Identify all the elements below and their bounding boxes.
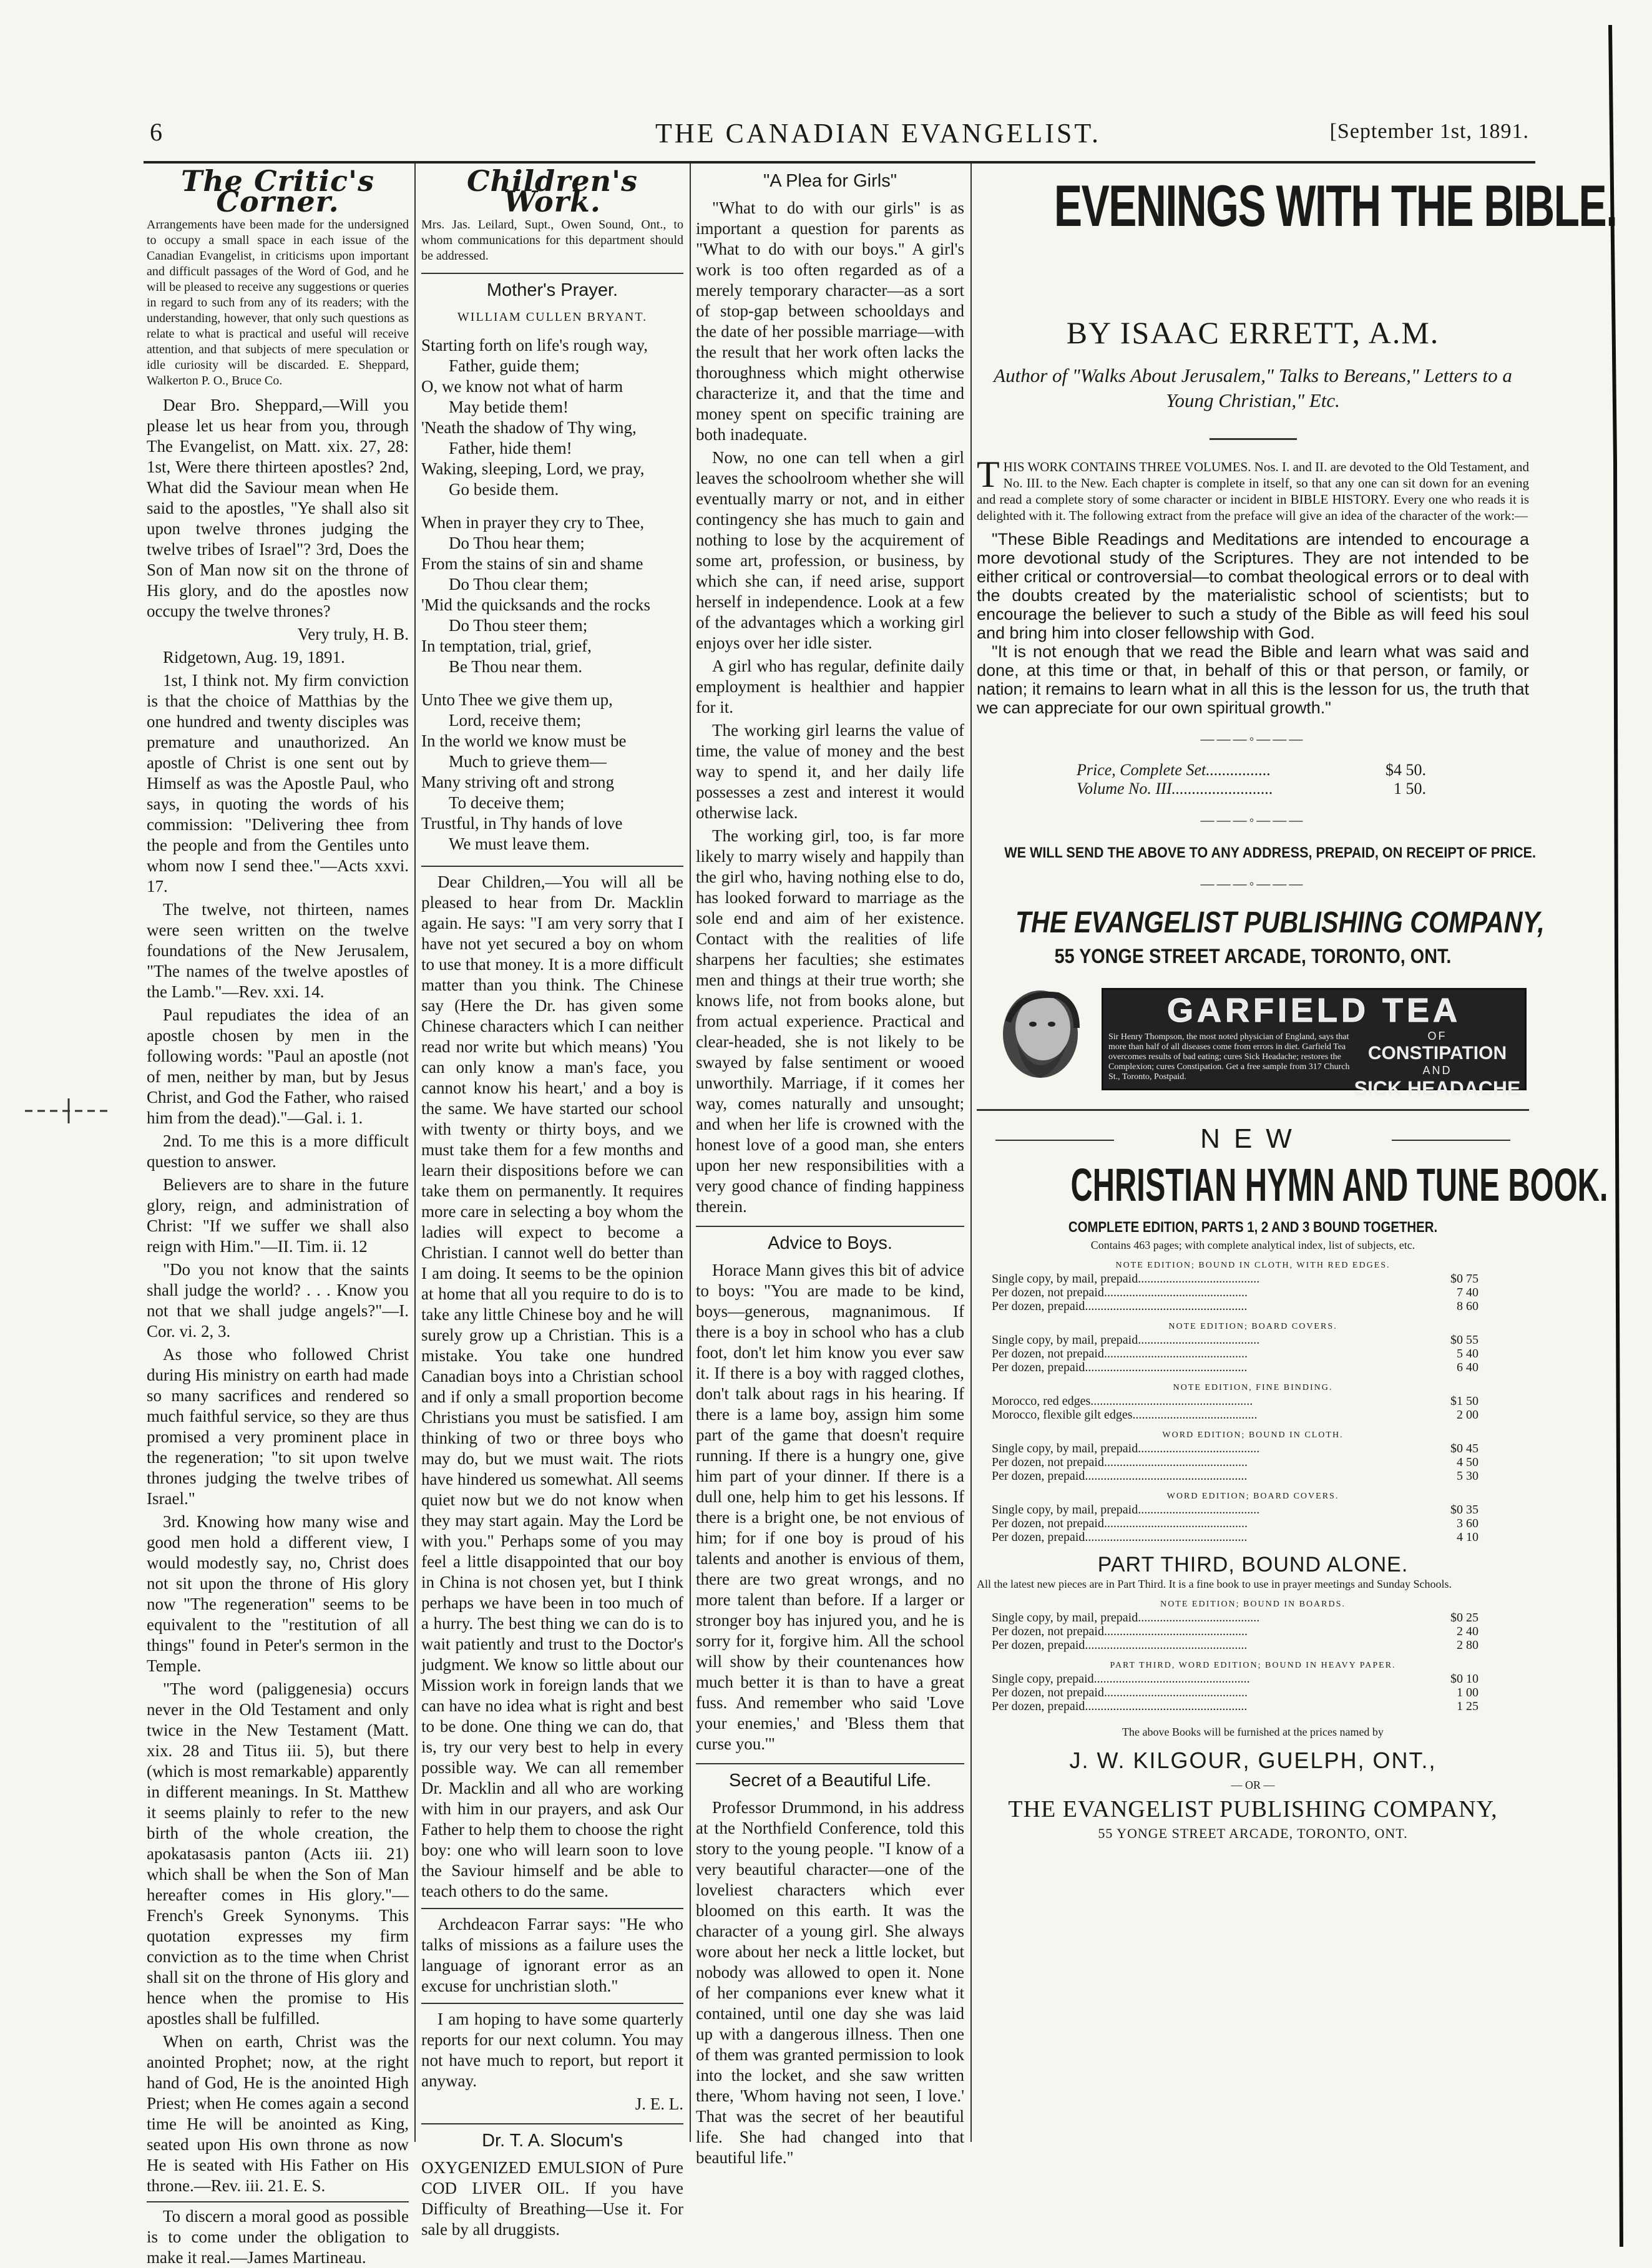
price-value: 1 00 xyxy=(1457,1686,1478,1699)
price-value: $0 45 xyxy=(1450,1442,1478,1455)
garfield-tea-title: GARFIELD TEA xyxy=(1167,992,1461,1029)
poem-line: Do Thou clear them; xyxy=(449,575,589,594)
advertisement-panel xyxy=(977,169,1617,2141)
evangelist-company-name: THE EVANGELIST PUBLISHING COMPANY, xyxy=(1008,1796,1498,1822)
hymn-ad-contents: Contains 463 pages; with complete analytical index, list of subjects, etc. xyxy=(1090,1239,1415,1251)
article-paragraph: When on earth, Christ was the anointed Prophet; now, at the right hand of God, He is the anointed High Priest; when He comes again a second time He will be anointed as King, seated upon His own throne as now He is seated with His Father on His throne.—Rev. iii. 21. E. S. xyxy=(147,2032,409,2195)
price-row xyxy=(1077,761,1426,780)
edition-heading: NOTE EDITION; BOUND IN BOARDS. xyxy=(1160,1600,1346,1609)
article-paragraph: "What to do with our girls" is as important a question for parents as "What to do with our boys." A girl's work is too often regarded as of a merely temporary character—as a sort of stop-gap between schooldays and the date of her possible marriage—with the result that her work often lacks the thoroughness which might otherwise characterize it, and that the time and money spent on specific training are both inadequate. xyxy=(696,198,964,444)
poem-line: In the world we know must be xyxy=(421,731,627,750)
price-list xyxy=(992,1611,1478,1652)
poem-stanza xyxy=(421,690,683,854)
bible-price-list xyxy=(1077,761,1426,798)
article-paragraph: "Do you not know that the saints shall judge the world? . . . Know you not that we shall judge angels?"—I. Cor. vi. 2, 3. xyxy=(147,1260,409,1341)
price-row xyxy=(992,1299,1478,1313)
claim-word: SICK HEADACHE xyxy=(1354,1077,1521,1100)
claim-word: CONSTIPATION xyxy=(1367,1043,1507,1063)
column-signature: J. E. L. xyxy=(635,2094,683,2113)
price-row xyxy=(992,1286,1478,1299)
price-value: 3 60 xyxy=(1457,1517,1478,1530)
price-row xyxy=(992,1503,1478,1517)
article-paragraph: The working girl learns the value of time, the value of money and the best way to spend it, and her daily life possesses a zest and interest it would otherwise lack. xyxy=(696,721,964,822)
plea-for-girls-title: "A Plea for Girls" xyxy=(763,171,897,191)
poem-line: To deceive them; xyxy=(449,793,565,812)
poem-line: From the stains of sin and shame xyxy=(421,554,643,573)
price-label: Single copy, by mail, prepaid....................................... xyxy=(992,1503,1260,1517)
price-label: Per dozen, not prepaid.............................................. xyxy=(992,1347,1248,1361)
column-rule xyxy=(414,164,416,2142)
price-label: Morocco, flexible gilt edges........................................ xyxy=(992,1408,1258,1422)
price-row xyxy=(992,1408,1478,1422)
poem-line: Much to grieve them— xyxy=(449,752,607,771)
poem-line: Trustful, in Thy hands of love xyxy=(421,814,623,833)
price-list xyxy=(992,1442,1478,1483)
garfield-tea-banner xyxy=(1102,988,1527,1100)
price-label: Single copy, by mail, prepaid....................................... xyxy=(992,1442,1260,1455)
column-rule xyxy=(970,164,972,2142)
price-row xyxy=(992,1517,1478,1530)
price-value: $0 10 xyxy=(1450,1672,1478,1686)
girls-boys-column xyxy=(696,169,964,2167)
part-third-note: All the latest new pieces are in Part Third. It is a fine book to use in prayer meetings and Sunday Schools. xyxy=(977,1578,1452,1590)
poem-line: Father, guide them; xyxy=(449,356,580,375)
article-paragraph: To discern a moral good as possible is to come under the obligation to make it real.—James Martineau. xyxy=(147,2201,409,2268)
column-rule xyxy=(690,164,691,2142)
edition-heading: NOTE EDITION; BOUND IN CLOTH, WITH RED EDGES. xyxy=(1115,1261,1391,1270)
quote-paragraph: "These Bible Readings and Meditations are intended to encourage a more devotional study of the Scriptures. They are not intended to be either critical or controversial—to combat theological errors or to deal with the doubts created by the materialistic school of scientists; but to encourage the believer to such a study of the Bible as will feed his soul and bring him into closer fellowship with God. xyxy=(977,530,1529,642)
drop-cap: T xyxy=(977,454,1000,495)
price-row xyxy=(992,1442,1478,1455)
claim-word: OF xyxy=(1427,1030,1447,1042)
article-paragraph: The twelve, not thirteen, names were seen written on the twelve foundations of the New Jerusalem, "The names of the twelve apostles of the Lamb."—Rev. xxi. 14. xyxy=(147,900,409,1001)
price-label: Volume No. III......................... xyxy=(1077,780,1273,798)
edition-heading: NOTE EDITION, FINE BINDING. xyxy=(1173,1383,1333,1392)
slocum-ad-text: OXYGENIZED EMULSION of Pure COD LIVER OIL. If you have Difficulty of Breathing—Use it. For sale by all druggists. xyxy=(421,2158,683,2239)
price-row xyxy=(992,1686,1478,1699)
price-label: Per dozen, not prepaid.............................................. xyxy=(992,1517,1248,1530)
bible-ad-author-works: Author of "Walks About Jerusalem," Talks to Bereans," Letters to a Young Christian," Etc. xyxy=(994,364,1512,411)
price-list xyxy=(992,1272,1478,1313)
issue-date: [September 1st, 1891. xyxy=(1329,120,1529,143)
hymn-ad-edition: COMPLETE EDITION, PARTS 1, 2 AND 3 BOUND TOGETHER. xyxy=(1068,1219,1438,1236)
poem-line: O, we know not what of harm xyxy=(421,377,623,396)
price-value: 7 40 xyxy=(1457,1286,1478,1299)
price-value: $0 35 xyxy=(1450,1503,1478,1517)
price-label: Single copy, by mail, prepaid....................................... xyxy=(992,1272,1260,1286)
page-number: 6 xyxy=(150,118,162,146)
scan-edge-mark-icon xyxy=(1598,25,1635,2247)
critics-corner-intro: Arrangements have been made for the undersigned to occupy a small space in each issue of the Canadian Evangelist, in criticisms upon important and difficult passages of the Word of God, and he will be pleased to receive any suggestions or queries in regard to such from any of its readers; with the understanding, however, that only such questions as relate to what is practical and useful will receive attention, and that subjects of mere speculation or idle curiosity will be discarded. E. Sheppard, Walkerton P. O., Bruce Co. xyxy=(147,218,409,388)
price-label: Per dozen, prepaid.................................................... xyxy=(992,1361,1248,1374)
garfield-tea-claim xyxy=(1353,1030,1522,1100)
kilgour-name: J. W. KILGOUR, GUELPH, ONT., xyxy=(1069,1747,1437,1773)
poem-author: WILLIAM CULLEN BRYANT. xyxy=(457,310,648,324)
evangelist-company-address: 55 YONGE STREET ARCADE, TORONTO, ONT. xyxy=(1098,1826,1408,1841)
edition-heading: WORD EDITION; BOARD COVERS. xyxy=(1166,1492,1339,1501)
poem-stanza xyxy=(421,335,683,500)
edition-heading: PART THIRD, WORD EDITION; BOUND IN HEAVY PAPER. xyxy=(1110,1661,1396,1670)
bible-ad-send-notice: WE WILL SEND THE ABOVE TO ANY ADDRESS, PREPAID, ON RECEIPT OF PRICE. xyxy=(1004,844,1536,861)
article-paragraph: Paul repudiates the idea of an apostle chosen by men in the following words: "Paul an apostle (not of men, neither by man, but by Jesus Christ, and God the Father, who raised him from the dead)."—Gal. i. 1. xyxy=(147,1005,409,1127)
hymn-price-section xyxy=(977,1261,1529,1544)
newspaper-title: THE CANADIAN EVANGELIST. xyxy=(655,118,1101,149)
claim-word: AND xyxy=(1422,1064,1452,1077)
ornament-divider: ———◦——— xyxy=(1200,812,1306,828)
price-row xyxy=(992,1333,1478,1347)
poem-title: Mother's Prayer. xyxy=(421,273,683,301)
critics-corner-title: The Critic's Corner. xyxy=(181,164,374,218)
garfield-tea-text: Sir Henry Thompson, the most noted physician of England, says that more than half of all diseases come from errors in diet. Garfield Tea overcomes results of bad eating; cures Sick Headache; restores the Complexion; cures Constipation. Get a free sample from 317 Church St., Toronto, Postpaid. xyxy=(1108,1032,1350,1082)
publisher-name: THE EVANGELIST PUBLISHING COMPANY, xyxy=(1015,906,1545,939)
letter-signature: Very truly, H. B. xyxy=(297,625,409,643)
price-value: 4 10 xyxy=(1457,1530,1478,1544)
price-value: 1 50. xyxy=(1394,780,1426,798)
poem-line: Do Thou steer them; xyxy=(449,616,588,635)
bible-ad-author: BY ISAAC ERRETT, A.M. xyxy=(1066,315,1440,350)
quote-paragraph: "It is not enough that we read the Bible and learn what was said and done, at this time or that, in behalf of this or that person, or family, or nation; it remains to learn what in all this is the lesson for us, the truth that we can appreciate for our own spiritual growth." xyxy=(977,642,1529,717)
price-list xyxy=(992,1503,1478,1544)
price-row xyxy=(992,1611,1478,1625)
price-label: Per dozen, prepaid.................................................... xyxy=(992,1638,1248,1652)
poem-line: Lord, receive them; xyxy=(449,711,582,730)
price-row xyxy=(992,1361,1478,1374)
price-list xyxy=(992,1394,1478,1422)
article-paragraph: Horace Mann gives this bit of advice to boys: "You are made to be kind, boys—generous, magnanimous. If there is a boy in school who has a club foot, don't let him know you ever saw it. If there is a boy with ragged clothes, don't talk about rags in his hearing. If there is a lame boy, assign him some part of the game that doesn't require running. If there is a hungry one, give him part of your dinner. If there is a dull one, help him to get his lessons. If there is a bright one, be not envious of him; for if one boy is proud of his talents and another is envious of them, there are two great wrongs, and no more talent than before. If a larger or stronger boy has injured you, and he is sorry for it, forgive him. All the school will show by their countenances how much better it is than to have a great fuss. And remember who said 'Love your enemies,' and 'Bless them that curse you.'" xyxy=(696,1261,964,1753)
price-row xyxy=(992,1347,1478,1361)
price-value: 2 80 xyxy=(1457,1638,1478,1652)
price-value: $0 75 xyxy=(1450,1272,1478,1286)
poem-line: Do Thou hear them; xyxy=(449,534,585,552)
price-label: Single copy, prepaid.................................................. xyxy=(992,1672,1250,1686)
letter-paragraph: Dear Children,—You will all be pleased to hear from Dr. Macklin again. He says: "I am very sorry that I have not yet secured a boy on whom to use that money. It is a more difficult matter than you think. The Chinese say (Here the Dr. has given some Chinese characters which I can neither read nor write but which means) 'You can only know a man's face, you cannot know his heart,' and a boy is the same. We have started our school with twenty or thirty boys, and we must take them for a few months and learn their dispositions before we can take them on permanently. It requires more care in selecting a boy whom the ladies will expect to become a Christian. I cannot well do better than I am doing. It seems to be the opinion at home that all you require to do is to take any little Chinese boy and he will surely grow up a Christian. This is a mistake. You take one hundred Canadian boys into a Christian school and if only a small proportion become Christians you must be satisfied. I am thinking of two or three boys who may do, but we must wait. The riots have hindered us somewhat. All seems quiet now but we do not know when they may start again. May the Lord be with you." Perhaps some of you may feel a little disappointed that our boy in China is not chosen yet, but I think perhaps we have been in too much of a hurry. The best thing we can do is to wait patiently and trust to the Doctor's judgment. We know so little about our Mission work in foreign lands that we can have no idea what is right and best to be done. One thing we can do, that is, try our very best to help in every possible way. We can all remember Dr. Macklin and all who are working with him in our prayers, and ask Our Father to help them to choose the right boy: one who will learn soon to love the Saviour himself and be able to teach others to do the same. xyxy=(421,866,683,1902)
page-header xyxy=(144,112,1535,156)
edition-heading: WORD EDITION; BOUND IN CLOTH. xyxy=(1162,1430,1344,1440)
price-label: Single copy, by mail, prepaid....................................... xyxy=(992,1333,1260,1347)
divider xyxy=(1210,438,1297,440)
article-paragraph: Now, no one can tell when a girl leaves the schoolroom whether she will eventually marry or not, and in either contingency she has much to gain and nothing to lose by the acquirement of some art, profession, or business, by which she can, if need arise, support herself in independence. Look at a few of the advantages which a working girl enjoys over her idle sister. xyxy=(696,448,964,652)
price-row xyxy=(992,1272,1478,1286)
hymn-ad-new-label: NEW xyxy=(977,1123,1529,1155)
ornament-divider: ———◦——— xyxy=(1200,876,1306,891)
letter-dateline: Ridgetown, Aug. 19, 1891. xyxy=(163,648,345,667)
price-label: Price, Complete Set................ xyxy=(1077,761,1271,779)
poem-line: Starting forth on life's rough way, xyxy=(421,336,648,354)
price-value: 5 30 xyxy=(1457,1469,1478,1483)
poem-line: Father, hide them! xyxy=(449,439,572,457)
price-row xyxy=(992,1394,1478,1408)
price-value: 6 40 xyxy=(1457,1361,1478,1374)
article-paragraph: The working girl, too, is far more likely to marry wisely and happily than the girl who, having nothing else to do, has looked forward to marriage as the sole end and aim of her existence. Contact with the realities of life sharpens her faculties; she estimates men and things at their true worth; she knows life, not from books alone, but from actual experience. Practical and clear-headed, she is not likely to be swayed by false sentiment or wooed unworthily. Marriage, if it comes her way, comes naturally and unsought; and when her life is crowned with the honest love of a good man, she enters upon her new responsibilities with a very good chance of finding happiness therein. xyxy=(696,826,964,1216)
bible-ad-intro-text: HIS WORK CONTAINS THREE VOLUMES. Nos. I. and II. are devoted to the Old Testament, and No. III. to the New. Each chapter is complete in itself, so that any one can sit down for an evening and read a complete story of some character or incident in BIBLE HISTORY. Every one who reads it is delighted with it. The following extract from the preface will give an idea of the character of the work:— xyxy=(977,459,1529,523)
childrens-work-intro: Mrs. Jas. Leilard, Supt., Owen Sound, Ont., to whom communications for this department should be addressed. xyxy=(421,218,683,263)
advice-to-boys-title: Advice to Boys. xyxy=(696,1226,964,1254)
poem-line: 'Neath the shadow of Thy wing, xyxy=(421,418,637,437)
price-value: $0 25 xyxy=(1450,1611,1478,1625)
poem-line: In temptation, trial, grief, xyxy=(421,637,592,655)
furnish-notice: The above Books will be furnished at the prices named by xyxy=(1122,1726,1384,1738)
article-paragraph: 1st, I think not. My firm conviction is that the choice of Matthias by the one hundred and twenty disciples was premature and unauthorized. An apostle of Christ is one sent out by Himself as was the Apostle Paul, who says, in quoting the words of his commission: "Delivering thee from the people and from the Gentiles unto whom now I send thee."—Acts xxvi. 17. xyxy=(147,671,409,896)
article-paragraph: Professor Drummond, in his address at the Northfield Conference, told this story to the young people. "I know of a very beautiful character—one of the loveliest characters which ever bloomed on this earth. It was the character of a young girl. She always wore about her neck a little locket, but nobody was allowed to open it. None of her companions ever knew what it contained, until one day she was laid up with a dangerous illness. Then one of them was granted permission to look into the locket, and she saw written there, 'Whom having not seen, I love.' That was the secret of her beautiful life. She had changed into that beautiful life." xyxy=(696,1798,964,2167)
price-label: Per dozen, prepaid.................................................... xyxy=(992,1699,1248,1713)
garfield-tea-ad xyxy=(977,984,1529,1100)
poem-line: Go beside them. xyxy=(449,480,559,499)
poem-line: Be Thou near them. xyxy=(449,657,582,676)
price-row xyxy=(1077,780,1426,798)
header-rule xyxy=(144,161,1535,164)
poem-line: May betide them! xyxy=(449,398,569,416)
price-list xyxy=(992,1333,1478,1374)
price-label: Single copy, by mail, prepaid....................................... xyxy=(992,1611,1260,1625)
poem-line: When in prayer they cry to Thee, xyxy=(421,513,645,532)
article-paragraph: 2nd. To me this is a more difficult question to answer. xyxy=(147,1132,409,1171)
part-third-heading: PART THIRD, BOUND ALONE. xyxy=(1097,1553,1409,1576)
price-label: Per dozen, not prepaid.............................................. xyxy=(992,1686,1248,1699)
bible-ad-intro xyxy=(977,454,1529,524)
poem-stanza xyxy=(421,512,683,677)
price-row xyxy=(992,1672,1478,1686)
price-value: $4 50. xyxy=(1386,761,1426,779)
hymn-ad-title: CHRISTIAN HYMN AND TUNE BOOK. xyxy=(1070,1159,1608,1211)
price-value: 4 50 xyxy=(1457,1455,1478,1469)
price-row xyxy=(992,1638,1478,1652)
poem-line: 'Mid the quicksands and the rocks xyxy=(421,595,651,614)
article-paragraph: As those who followed Christ during His ministry on earth had made so many sacrifices and rendered so much faithful service, so they are thus promised a very prominent place in the regeneration; "to sit upon twelve thrones judging the twelve tribes of Israel." xyxy=(147,1345,409,1508)
article-paragraph: A girl who has regular, definite daily employment is healthier and happier for it. xyxy=(696,657,964,716)
price-value: 8 60 xyxy=(1457,1299,1478,1313)
price-list xyxy=(992,1672,1478,1713)
edition-heading: NOTE EDITION; BOARD COVERS. xyxy=(1168,1322,1337,1331)
price-row xyxy=(992,1455,1478,1469)
secret-life-title: Secret of a Beautiful Life. xyxy=(696,1763,964,1791)
ornament-divider: ———◦——— xyxy=(1200,731,1306,746)
price-row xyxy=(992,1469,1478,1483)
or-separator: — OR — xyxy=(1231,1779,1275,1791)
slocum-ad-heading: Dr. T. A. Slocum's xyxy=(421,2123,683,2151)
price-label: Per dozen, prepaid.................................................... xyxy=(992,1469,1248,1483)
price-value: 1 25 xyxy=(1457,1699,1478,1713)
poem-line: Waking, sleeping, Lord, we pray, xyxy=(421,459,645,478)
article-paragraph: 3rd. Knowing how many wise and good men hold a different view, I would modestly say, no, Christ does not sit upon the throne of His glory now "The regeneration" seems to be equivalent to the "restitution of all things" found in Peter's sermon in the Temple. xyxy=(147,1512,409,1675)
farrar-quote: Archdeacon Farrar says: "He who talks of missions as a failure uses the language of ignorant error as an excuse for unchristian sloth." xyxy=(421,1908,683,1997)
childrens-work-title: Children's Work. xyxy=(466,164,638,218)
bible-ad-preface-quote xyxy=(977,530,1529,717)
poem-line: Unto Thee we give them up, xyxy=(421,690,613,709)
portrait-engraving-icon xyxy=(983,984,1092,1090)
publisher-address: 55 YONGE STREET ARCADE, TORONTO, ONT. xyxy=(1054,945,1452,967)
bible-ad-title: EVENINGS WITH THE BIBLE. xyxy=(1053,173,1617,238)
poem-line: Many striving oft and strong xyxy=(421,773,614,791)
price-label: Per dozen, prepaid.................................................... xyxy=(992,1530,1248,1544)
price-label: Per dozen, not prepaid.............................................. xyxy=(992,1625,1248,1638)
article-paragraph: Dear Bro. Sheppard,—Will you please let us hear from you, through The Evangelist, on Matt. xix. 27, 28: 1st, Were there thirteen apostles? 2nd, What did the Saviour mean when He said to the apostles, "Ye shall also sit upon twelve thrones judging the twelve tribes of Israel"? 3rd, Does the Son of Man now sit on the throne of His glory, and do the apostles now occupy the twelve thrones? xyxy=(147,396,409,620)
poem-line: We must leave them. xyxy=(449,834,590,853)
price-label: Per dozen, prepaid.................................................... xyxy=(992,1299,1248,1313)
scan-mark-icon xyxy=(25,1092,112,1130)
price-row xyxy=(992,1530,1478,1544)
critics-corner-column xyxy=(147,164,409,2267)
price-value: 5 40 xyxy=(1457,1347,1478,1361)
price-value: 2 00 xyxy=(1457,1408,1478,1422)
price-value: 2 40 xyxy=(1457,1625,1478,1638)
closing-paragraph: I am hoping to have some quarterly reports for our next column. You may not have much to report, but report it anyway. xyxy=(421,2003,683,2091)
price-value: $1 50 xyxy=(1450,1394,1478,1408)
part-third-price-section xyxy=(977,1600,1529,1713)
price-row xyxy=(992,1625,1478,1638)
price-label: Morocco, red edges.................................................... xyxy=(992,1394,1253,1408)
childrens-work-column xyxy=(421,164,683,2239)
price-row xyxy=(992,1699,1478,1713)
article-paragraph: "The word (paliggenesia) occurs never in the Old Testament and only twice in the New Testament (Matt. xix. 28 and Titus iii. 5), but there (which is most remarkable) apparently in different meanings. In St. Matthew it seems plainly to refer to the new birth of the whole creation, the apokatasasis panton (Acts iii. 21) which shall be when the Son of Man hereafter comes in His glory."—French's Greek Synonyms. This quotation expresses my firm conviction as to the time when Christ shall sit on the throne of His glory and hence when the promise to His apostles shall be fulfilled. xyxy=(147,1679,409,2028)
article-paragraph: Believers are to share in the future glory, reign, and administration of Christ: "If we suffer we shall also reign with Him."—II. Tim. ii. 12 xyxy=(147,1175,409,1256)
price-value: $0 55 xyxy=(1450,1333,1478,1347)
price-label: Per dozen, not prepaid.............................................. xyxy=(992,1286,1248,1299)
price-label: Per dozen, not prepaid.............................................. xyxy=(992,1455,1248,1469)
divider xyxy=(977,1109,1529,1111)
